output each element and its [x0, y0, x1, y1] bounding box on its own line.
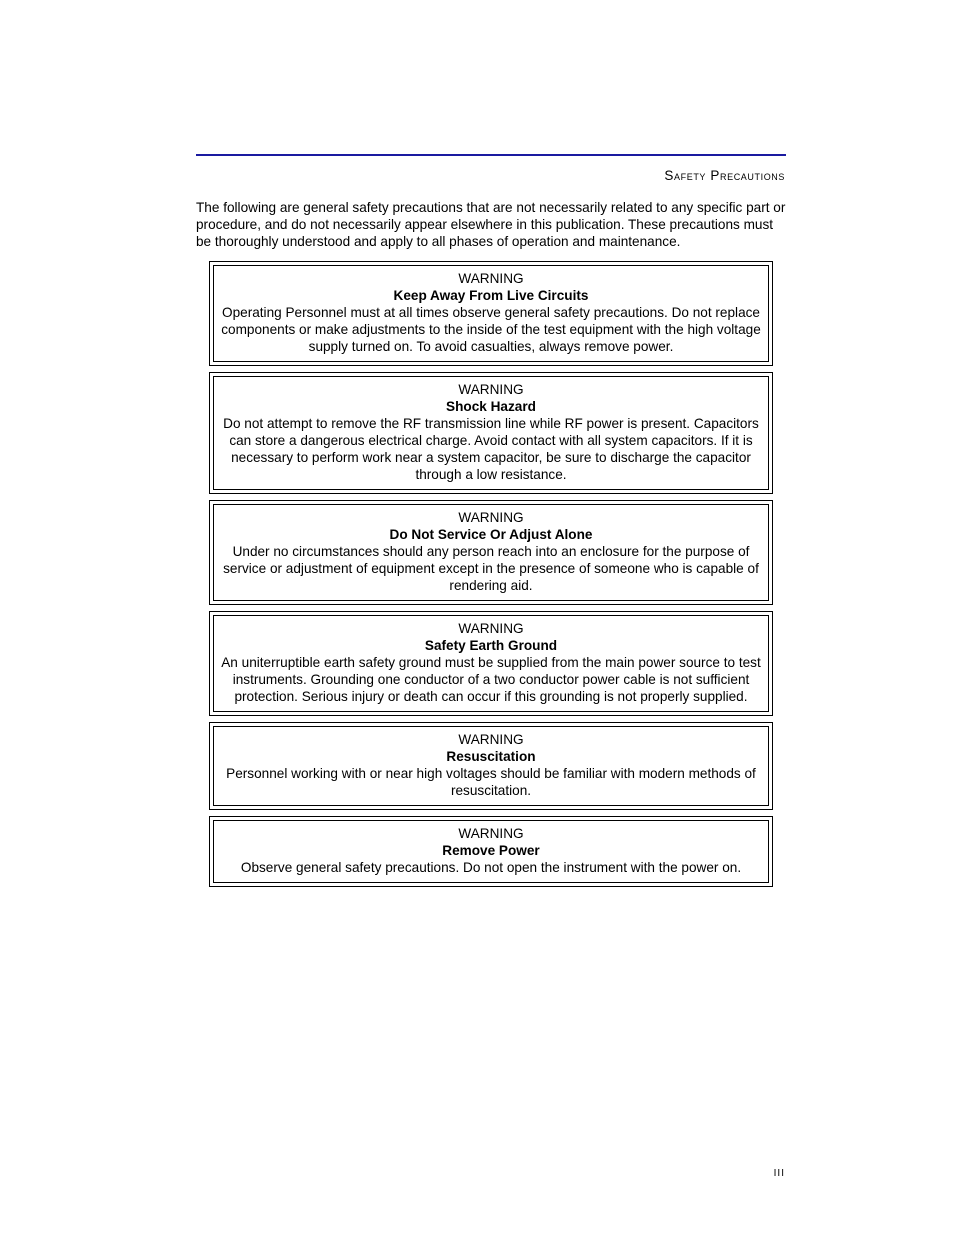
warning-box-inner [213, 504, 769, 601]
intro-paragraph: The following are general safety precautions that are not necessarily related to any specific part or procedure, and do not necessarily appear elsewhere in this publication. These precautions must be thoroughly understood and apply to all phases of operation and maintenance. [196, 200, 786, 249]
warning-label: WARNING [458, 621, 524, 636]
warning-title: Resuscitation [446, 749, 536, 764]
warning-box [209, 722, 773, 810]
warning-title: Remove Power [442, 843, 540, 858]
warning-box-inner [213, 820, 769, 883]
warning-body: Personnel working with or near high voltages should be familiar with modern methods of resuscitation. [226, 766, 756, 798]
warning-box [209, 500, 773, 605]
warning-body: Operating Personnel must at all times observe general safety precautions. Do not replace components or make adjustments to the inside of the test equipment with the high voltage supply turned on. To avoid casualties, always remove power. [221, 305, 761, 354]
warning-label: WARNING [458, 382, 524, 397]
warning-box [209, 261, 773, 366]
warning-box-inner [213, 615, 769, 712]
warning-box [209, 372, 773, 494]
warning-title: Do Not Service Or Adjust Alone [389, 527, 593, 542]
warning-box-inner [213, 376, 769, 490]
header-rule [196, 154, 786, 156]
warning-label: WARNING [458, 510, 524, 525]
warning-title: Shock Hazard [446, 399, 536, 414]
warning-body: Observe general safety precautions. Do not open the instrument with the power on. [240, 860, 742, 875]
warning-body: Under no circumstances should any person reach into an enclosure for the purpose of service or adjustment of equipment except in the presence of someone who is capable of rendering aid. [223, 544, 759, 593]
warning-body: Do not attempt to remove the RF transmission line while RF power is present. Capacitors can store a dangerous electrical charge. Avoid contact with all system capacitors. If it is necessary to perform work near a system capacitor, be sure to discharge the capacitor through a low resistance. [223, 416, 759, 482]
warning-label: WARNING [458, 826, 524, 841]
warning-body: An uniterruptible earth safety ground must be supplied from the main power source to test instruments. Grounding one conductor of a two conductor power cable is not sufficient protection. Serious injury or death can occur if this grounding is not properly supplied. [221, 655, 761, 704]
warning-box [209, 816, 773, 887]
warning-box-inner [213, 726, 769, 806]
warning-title: Keep Away From Live Circuits [393, 288, 589, 303]
warning-label: WARNING [458, 271, 524, 286]
page-number: III [773, 1168, 785, 1179]
section-title: Safety Precautions [664, 168, 785, 183]
warning-title: Safety Earth Ground [424, 638, 558, 653]
warning-box-inner [213, 265, 769, 362]
warning-box [209, 611, 773, 716]
warnings-list [209, 261, 773, 893]
warning-label: WARNING [458, 732, 524, 747]
